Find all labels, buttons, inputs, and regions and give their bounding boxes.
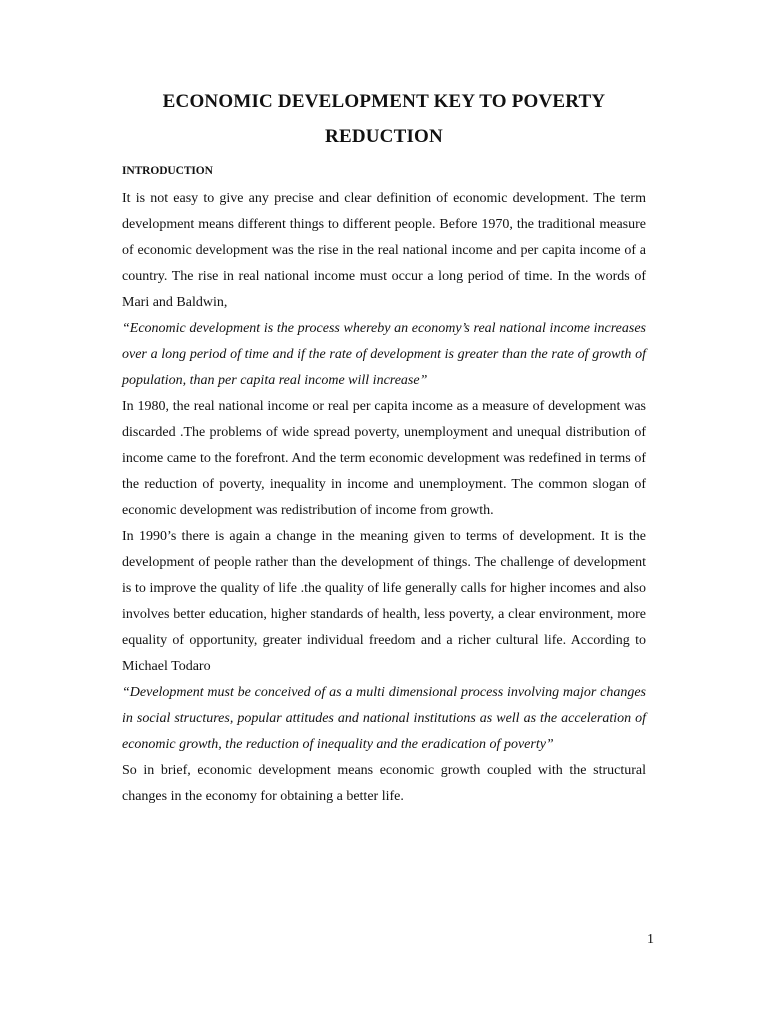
- page-number: 1: [647, 932, 654, 947]
- paragraph-1980: In 1980, the real national income or real per capita income as a measure of development was discarded .The problems of wide spread poverty, unemployment and unequal distribution of income came to the forefront. And the term economic development was redefined in terms of the reduction of poverty, inequality in income and unemployment. The common slogan of economic development was redistribution of income from growth.: [122, 399, 646, 518]
- paragraph-1990s: In 1990’s there is again a change in the meaning given to terms of development. It is the development of people rather than the development of things. The challenge of development is to improve the quality of life .the quality of life generally calls for higher incomes and also involves better education, higher standards of health, less poverty, a clear environment, more equality of opportunity, greater individual freedom and a richer cultural life. According to Michael Todaro: [122, 529, 646, 674]
- document-title-line-1: ECONOMIC DEVELOPMENT KEY TO POVERTY: [162, 91, 606, 112]
- document-title-line-2: REDUCTION: [325, 126, 443, 147]
- paragraph-definition: It is not easy to give any precise and clear definition of economic development. The term development means different things to different people. Before 1970, the traditional measure of economic development was the rise in the real national income and per capita income of a country. The rise in real national income must occur a long period of time. In the words of Mari and Baldwin,: [122, 191, 646, 310]
- quote-mari-baldwin: “Economic development is the process whereby an economy’s real national income increases over a long period of time and if the rate of development is greater than the rate of growth of population, than per capita real income will increase”: [122, 321, 646, 388]
- paragraph-summary: So in brief, economic development means economic growth coupled with the structural changes in the economy for obtaining a better life.: [122, 763, 646, 804]
- section-heading-introduction: INTRODUCTION: [122, 165, 213, 177]
- document-body: [122, 186, 646, 810]
- quote-todaro: “Development must be conceived of as a multi dimensional process involving major changes in social structures, popular attitudes and national institutions as well as the acceleration of economic growth, the reduction of inequality and the eradication of poverty”: [122, 685, 646, 752]
